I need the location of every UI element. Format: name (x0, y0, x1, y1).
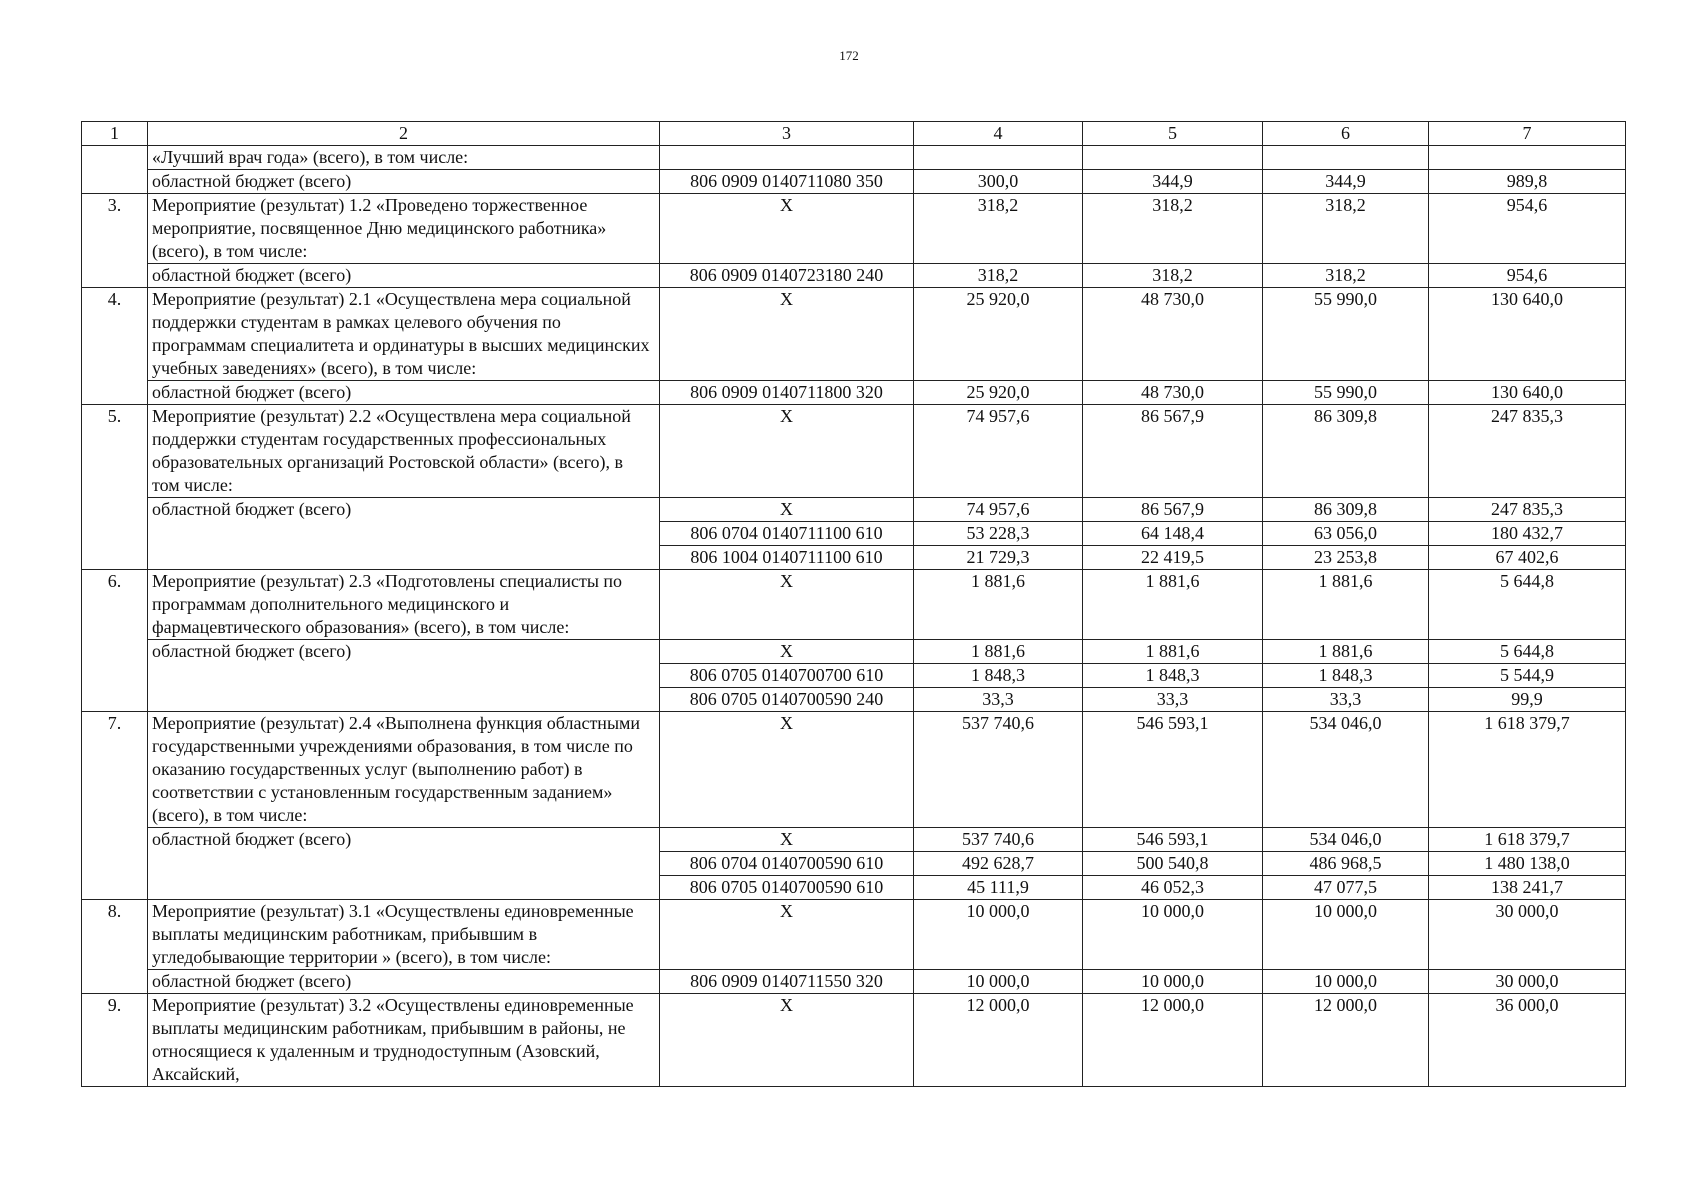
value-cell: 130 640,0 (1429, 381, 1626, 405)
value-cell: 10 000,0 (914, 900, 1083, 970)
table-row (82, 288, 1626, 381)
value-cell: 36 000,0 (1429, 994, 1626, 1087)
value-cell: 47 077,5 (1263, 876, 1429, 900)
value-cell: 344,9 (1263, 170, 1429, 194)
value-cell: 1 881,6 (1083, 640, 1263, 664)
value-cell: 1 848,3 (1083, 664, 1263, 688)
value-cell: 10 000,0 (914, 970, 1083, 994)
value-cell: 30 000,0 (1429, 900, 1626, 970)
budget-code-cell: 806 0705 0140700700 610 (660, 664, 914, 688)
value-cell: 247 835,3 (1429, 498, 1626, 522)
value-cell: 86 309,8 (1263, 405, 1429, 498)
value-cell: 55 990,0 (1263, 381, 1429, 405)
value-cell: 33,3 (1263, 688, 1429, 712)
value-cell: 74 957,6 (914, 498, 1083, 522)
column-header: 4 (914, 122, 1083, 146)
value-cell: 12 000,0 (914, 994, 1083, 1087)
value-cell: 130 640,0 (1429, 288, 1626, 381)
row-number-cell: 8. (82, 900, 148, 994)
value-cell: 5 544,9 (1429, 664, 1626, 688)
value-cell: 1 881,6 (1083, 570, 1263, 640)
budget-code-cell: 806 0909 0140723180 240 (660, 264, 914, 288)
value-cell: 86 309,8 (1263, 498, 1429, 522)
budget-code-cell: X (660, 498, 914, 522)
empty-cell (914, 146, 1083, 170)
table-row (82, 828, 1626, 852)
budget-code-cell: 806 0909 0140711080 350 (660, 170, 914, 194)
page-number: 172 (839, 48, 859, 63)
value-cell: 486 968,5 (1263, 852, 1429, 876)
row-name-cell: Мероприятие (результат) 1.2 «Проведено торжественное мероприятие, посвященное Дню медицинского работника» (всего), в том числе: (148, 194, 660, 264)
budget-code-cell: X (660, 828, 914, 852)
value-cell: 1 881,6 (1263, 570, 1429, 640)
empty-cell (1263, 146, 1429, 170)
row-number-cell: 4. (82, 288, 148, 405)
value-cell: 534 046,0 (1263, 712, 1429, 828)
value-cell: 99,9 (1429, 688, 1626, 712)
value-cell: 1 881,6 (1263, 640, 1429, 664)
row-number-cell: 3. (82, 194, 148, 288)
value-cell: 46 052,3 (1083, 876, 1263, 900)
value-cell: 10 000,0 (1263, 970, 1429, 994)
empty-cell (1083, 146, 1263, 170)
value-cell: 10 000,0 (1263, 900, 1429, 970)
budget-code-cell: X (660, 570, 914, 640)
table-row (82, 994, 1626, 1087)
value-cell: 10 000,0 (1083, 970, 1263, 994)
value-cell: 546 593,1 (1083, 712, 1263, 828)
budget-code-cell: 806 0705 0140700590 240 (660, 688, 914, 712)
column-header: 2 (148, 122, 660, 146)
row-number-cell (82, 146, 148, 194)
row-name-cell: Мероприятие (результат) 2.3 «Подготовлены специалисты по программам дополнительного медицинского и фармацевтического образования» (всего), в том числе: (148, 570, 660, 640)
value-cell: 21 729,3 (914, 546, 1083, 570)
budget-label-cell: областной бюджет (всего) (148, 828, 660, 900)
budget-code-cell: X (660, 405, 914, 498)
value-cell: 12 000,0 (1263, 994, 1429, 1087)
budget-code-cell: 806 1004 0140711100 610 (660, 546, 914, 570)
value-cell: 86 567,9 (1083, 405, 1263, 498)
row-name-cell: «Лучший врач года» (всего), в том числе: (148, 146, 660, 170)
value-cell: 48 730,0 (1083, 381, 1263, 405)
table-row (82, 146, 1626, 170)
row-name-cell: Мероприятие (результат) 2.1 «Осуществлена мера социальной поддержки студентам в рамках целевого обучения по программам специалитета и ординатуры в высших медицинских учебных заведениях» (всего), в том числе: (148, 288, 660, 381)
value-cell: 45 111,9 (914, 876, 1083, 900)
table-row (82, 712, 1626, 828)
value-cell: 138 241,7 (1429, 876, 1626, 900)
table-row (82, 900, 1626, 970)
value-cell: 1 848,3 (1263, 664, 1429, 688)
value-cell: 53 228,3 (914, 522, 1083, 546)
empty-cell (1429, 146, 1626, 170)
value-cell: 1 480 138,0 (1429, 852, 1626, 876)
row-number-cell: 6. (82, 570, 148, 712)
table-row (82, 194, 1626, 264)
value-cell: 318,2 (914, 264, 1083, 288)
value-cell: 63 056,0 (1263, 522, 1429, 546)
value-cell: 300,0 (914, 170, 1083, 194)
value-cell: 318,2 (1083, 264, 1263, 288)
budget-code-cell: X (660, 640, 914, 664)
table-row (82, 570, 1626, 640)
table-row (82, 640, 1626, 664)
budget-code-cell: X (660, 900, 914, 970)
column-header-row (82, 122, 1626, 146)
budget-code-cell: 806 0705 0140700590 610 (660, 876, 914, 900)
budget-code-cell: 806 0909 0140711800 320 (660, 381, 914, 405)
row-name-cell: Мероприятие (результат) 3.1 «Осуществлены единовременные выплаты медицинским работникам, прибывшим в угледобывающие территории » (всего), в том числе: (148, 900, 660, 970)
column-header: 3 (660, 122, 914, 146)
row-number-cell: 5. (82, 405, 148, 570)
budget-label-cell: областной бюджет (всего) (148, 498, 660, 570)
value-cell: 25 920,0 (914, 288, 1083, 381)
value-cell: 1 848,3 (914, 664, 1083, 688)
table-row (82, 264, 1626, 288)
row-number-cell: 7. (82, 712, 148, 900)
value-cell: 55 990,0 (1263, 288, 1429, 381)
value-cell: 318,2 (1263, 194, 1429, 264)
value-cell: 318,2 (1263, 264, 1429, 288)
row-name-cell: Мероприятие (результат) 3.2 «Осуществлены единовременные выплаты медицинским работникам, прибывшим в районы, не относящиеся к удаленным и труднодоступным (Азовский, Аксайский, (148, 994, 660, 1087)
value-cell: 492 628,7 (914, 852, 1083, 876)
table-row (82, 381, 1626, 405)
value-cell: 25 920,0 (914, 381, 1083, 405)
value-cell: 954,6 (1429, 194, 1626, 264)
row-name-cell: Мероприятие (результат) 2.2 «Осуществлена мера социальной поддержки студентам государственных профессиональных образовательных организаций Ростовской области» (всего), в том числе: (148, 405, 660, 498)
value-cell: 318,2 (914, 194, 1083, 264)
value-cell: 48 730,0 (1083, 288, 1263, 381)
empty-cell (660, 146, 914, 170)
budget-label-cell: областной бюджет (всего) (148, 970, 660, 994)
value-cell: 67 402,6 (1429, 546, 1626, 570)
value-cell: 247 835,3 (1429, 405, 1626, 498)
value-cell: 954,6 (1429, 264, 1626, 288)
value-cell: 33,3 (914, 688, 1083, 712)
value-cell: 86 567,9 (1083, 498, 1263, 522)
budget-label-cell: областной бюджет (всего) (148, 170, 660, 194)
budget-code-cell: 806 0704 0140711100 610 (660, 522, 914, 546)
column-header: 6 (1263, 122, 1429, 146)
value-cell: 23 253,8 (1263, 546, 1429, 570)
budget-code-cell: 806 0704 0140700590 610 (660, 852, 914, 876)
value-cell: 64 148,4 (1083, 522, 1263, 546)
budget-code-cell: X (660, 712, 914, 828)
table-row (82, 498, 1626, 522)
value-cell: 546 593,1 (1083, 828, 1263, 852)
value-cell: 1 618 379,7 (1429, 828, 1626, 852)
budget-label-cell: областной бюджет (всего) (148, 640, 660, 712)
value-cell: 318,2 (1083, 194, 1263, 264)
budget-code-cell: X (660, 994, 914, 1087)
value-cell: 537 740,6 (914, 712, 1083, 828)
value-cell: 33,3 (1083, 688, 1263, 712)
value-cell: 1 618 379,7 (1429, 712, 1626, 828)
value-cell: 534 046,0 (1263, 828, 1429, 852)
value-cell: 74 957,6 (914, 405, 1083, 498)
budget-table (81, 121, 1626, 1087)
value-cell: 344,9 (1083, 170, 1263, 194)
value-cell: 1 881,6 (914, 640, 1083, 664)
budget-code-cell: X (660, 194, 914, 264)
value-cell: 1 881,6 (914, 570, 1083, 640)
value-cell: 537 740,6 (914, 828, 1083, 852)
budget-label-cell: областной бюджет (всего) (148, 381, 660, 405)
value-cell: 22 419,5 (1083, 546, 1263, 570)
table-row (82, 970, 1626, 994)
budget-label-cell: областной бюджет (всего) (148, 264, 660, 288)
value-cell: 10 000,0 (1083, 900, 1263, 970)
table-row (82, 405, 1626, 498)
column-header: 1 (82, 122, 148, 146)
budget-code-cell: 806 0909 0140711550 320 (660, 970, 914, 994)
value-cell: 180 432,7 (1429, 522, 1626, 546)
value-cell: 5 644,8 (1429, 570, 1626, 640)
value-cell: 5 644,8 (1429, 640, 1626, 664)
table-row (82, 170, 1626, 194)
value-cell: 500 540,8 (1083, 852, 1263, 876)
row-number-cell: 9. (82, 994, 148, 1087)
budget-code-cell: X (660, 288, 914, 381)
column-header: 7 (1429, 122, 1626, 146)
value-cell: 30 000,0 (1429, 970, 1626, 994)
row-name-cell: Мероприятие (результат) 2.4 «Выполнена функция областными государственными учреждениями образования, в том числе по оказанию государственных услуг (выполнению работ) в соответствии с установленным государственным заданием» (всего), в том числе: (148, 712, 660, 828)
value-cell: 12 000,0 (1083, 994, 1263, 1087)
column-header: 5 (1083, 122, 1263, 146)
value-cell: 989,8 (1429, 170, 1626, 194)
